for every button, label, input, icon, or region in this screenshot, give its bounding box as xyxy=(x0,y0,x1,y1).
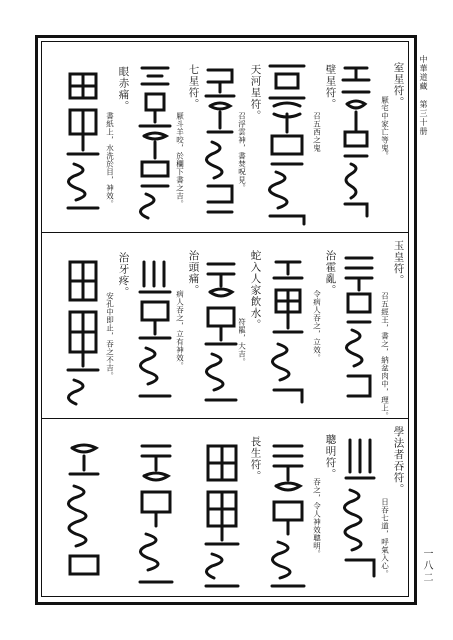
entry-note: 吞之，令人神效聰明。 xyxy=(312,478,322,558)
entry-note: 安孔中即止，吞之不吉。 xyxy=(105,292,115,380)
talisman-glyph xyxy=(134,256,176,406)
entry-note: 厭斗羊咬，於欄下書之吉。 xyxy=(175,112,185,208)
entry-note: 日吞七道，呼氣入心。 xyxy=(380,498,390,578)
entry-title: 治牙疼。 xyxy=(117,252,130,298)
entry-title: 學法者吞符。 xyxy=(392,426,405,495)
running-header xyxy=(419,55,427,136)
talisman-glyph xyxy=(62,256,104,406)
talisman-glyph xyxy=(337,60,375,220)
entry-title: 室星符。 xyxy=(392,62,405,108)
entry-title: 玉皇符。 xyxy=(392,240,405,286)
entry-note: 召五西之鬼 xyxy=(312,112,322,152)
talisman-glyph xyxy=(340,432,380,582)
entry-title: 聰明符。 xyxy=(324,434,337,480)
talisman-glyph xyxy=(134,62,176,222)
entry-title: 蛇入人家飲水。 xyxy=(249,250,262,331)
entry-title: 七星符。 xyxy=(187,64,200,110)
book-title: 中華道藏 xyxy=(419,55,428,91)
entry-title: 治頭痛。 xyxy=(187,250,200,296)
talisman-glyph xyxy=(200,440,244,590)
talisman-glyph xyxy=(62,440,106,590)
entry-note: 符罷，大吉。 xyxy=(237,318,247,366)
volume-label: 第三十册 xyxy=(419,100,428,136)
talisman-glyph xyxy=(200,62,240,222)
entry-note: 厭宅中家亡等鬼。 xyxy=(380,96,390,160)
entry-note: 病人吞之，立有神效。 xyxy=(175,290,185,370)
entry-note: 令病人吞之，立效。 xyxy=(312,290,322,362)
talisman-glyph xyxy=(268,256,308,406)
talisman-glyph xyxy=(200,256,242,406)
entry-title: 壁星符。 xyxy=(324,64,337,110)
entry-title: 天河星符。 xyxy=(249,64,262,122)
entry-title: 眼赤痛。 xyxy=(117,66,130,112)
section-divider xyxy=(41,232,409,233)
entry-note: 召浮雲神，書焚呪見。 xyxy=(237,112,247,192)
entry-title: 長生符。 xyxy=(249,436,262,482)
section-divider xyxy=(41,418,409,419)
talisman-glyph xyxy=(266,440,310,590)
entry-title: 治霍亂。 xyxy=(324,250,337,296)
talisman-glyph xyxy=(134,440,178,590)
talisman-glyph xyxy=(340,250,378,404)
talisman-glyph xyxy=(62,66,104,216)
entry-note: 召五經王，書之，納盆肉中，理上。 xyxy=(380,292,390,420)
page-number: 一八二 xyxy=(421,548,432,584)
entry-note: 書紙上，水洗於目，神效。 xyxy=(105,112,115,208)
talisman-glyph xyxy=(264,58,310,228)
